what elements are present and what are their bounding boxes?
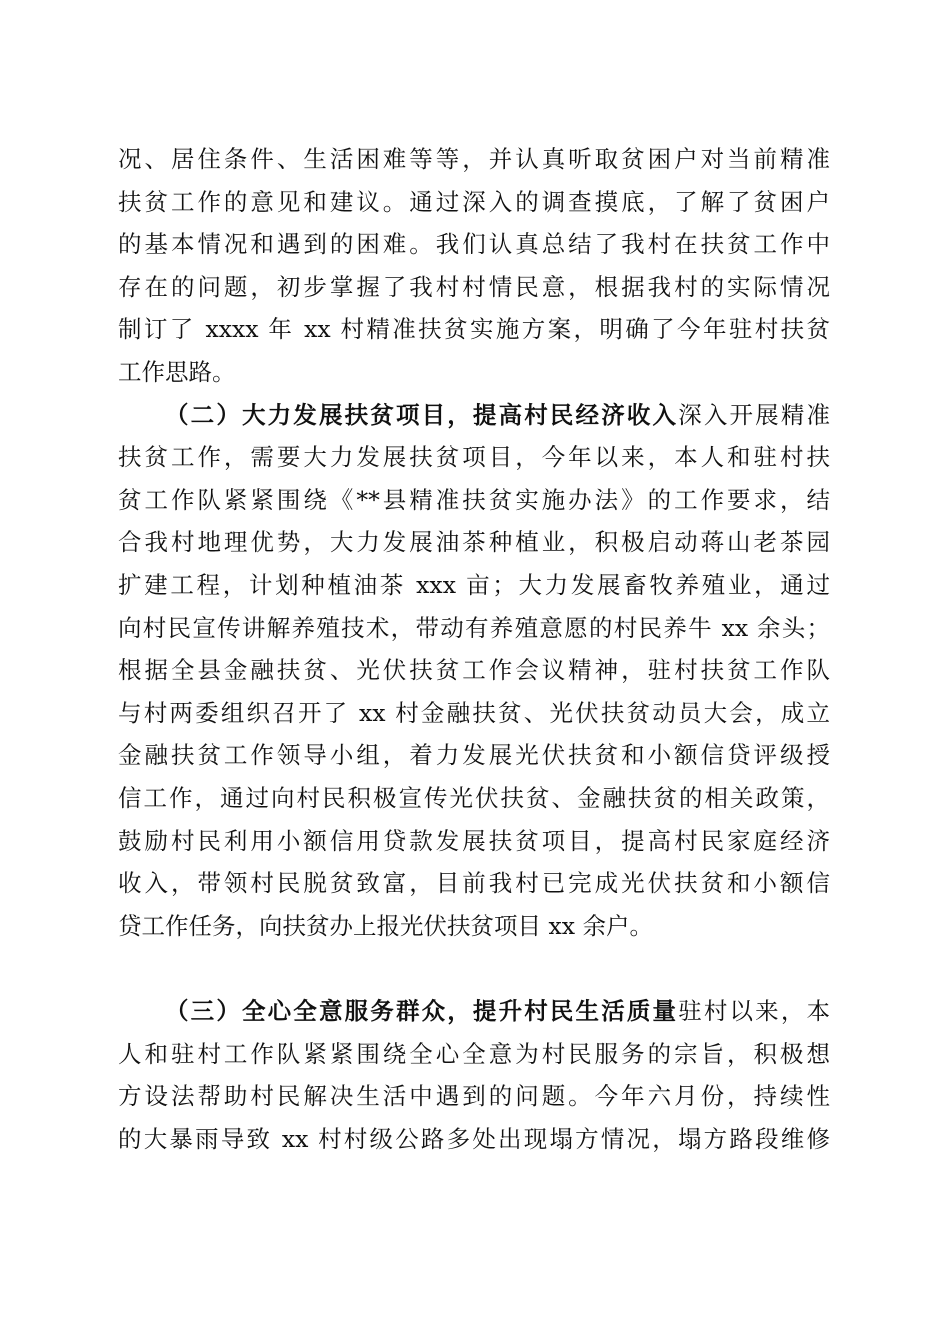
text-line: 存在的问题，初步掌握了我村村情民意，根据我村的实际情况 [118,272,830,301]
paragraph-1 [118,138,830,394]
paragraph-first-line [118,394,830,437]
text-line: 扶贫工作，需要大力发展扶贫项目，今年以来，本人和驻村扶 [118,443,830,472]
text-line: 贷工作任务，向扶贫办上报光伏扶贫项目 xx 余户。 [118,911,653,940]
text-line: 工作思路。 [118,357,236,386]
text-line: 方设法帮助村民解决生活中遇到的问题。今年六月份，持续性 [118,1082,830,1111]
text-line: 信工作，通过向村民积极宣传光伏扶贫、金融扶贫的相关政策， [118,783,830,812]
text-line: 向村民宣传讲解养殖技术，带动有养殖意愿的村民养牛 xx 余头； [118,613,830,642]
text-line: 贫工作队紧紧围绕《**县精准扶贫实施办法》的工作要求，结 [118,485,830,514]
heading-continuation: 深入开展精准 [678,400,830,429]
text-line: 根据全县金融扶贫、光伏扶贫工作会议精神，驻村扶贫工作队 [118,656,830,685]
paragraph-first-line [118,990,830,1033]
text-line: 鼓励村民利用小额信用贷款发展扶贫项目，提高村民家庭经济 [118,826,830,855]
text-line: 的基本情况和遇到的困难。我们认真总结了我村在扶贫工作中 [118,230,830,259]
text-line: 扶贫工作的意见和建议。通过深入的调查摸底，了解了贫困户 [118,187,830,216]
heading-continuation: 驻村以来，本 [678,997,830,1025]
text-line: 制订了 xxxx 年 xx 村精准扶贫实施方案，明确了今年驻村扶贫 [118,315,830,344]
text-line: 的大暴雨导致 xx 村村级公路多处出现塌方情况，塌方路段维修 [118,1124,830,1153]
text-line: 金融扶贫工作领导小组，着力发展光伏扶贫和小额信贷评级授 [118,741,830,770]
text-line: 人和驻村工作队紧紧围绕全心全意为村民服务的宗旨，积极想 [118,1039,830,1068]
section-heading-2: （二）大力发展扶贫项目，提高村民经济收入 [165,400,679,429]
text-line: 收入，带领村民脱贫致富，目前我村已完成光伏扶贫和小额信 [118,869,830,898]
section-heading-3: （三）全心全意服务群众，提升村民生活质量 [165,997,679,1025]
text-line: 与村两委组织召开了 xx 村金融扶贫、光伏扶贫动员大会，成立 [118,698,830,727]
paragraph-3 [118,990,830,1160]
text-line: 合我村地理优势，大力发展油茶种植业，积极启动蒋山老茶园 [118,528,830,557]
text-line: 扩建工程，计划种植油茶 xxx 亩；大力发展畜牧养殖业，通过 [118,570,830,599]
text-line: 况、居住条件、生活困难等等，并认真听取贫困户对当前精准 [118,145,830,173]
paragraph-2 [118,394,830,948]
